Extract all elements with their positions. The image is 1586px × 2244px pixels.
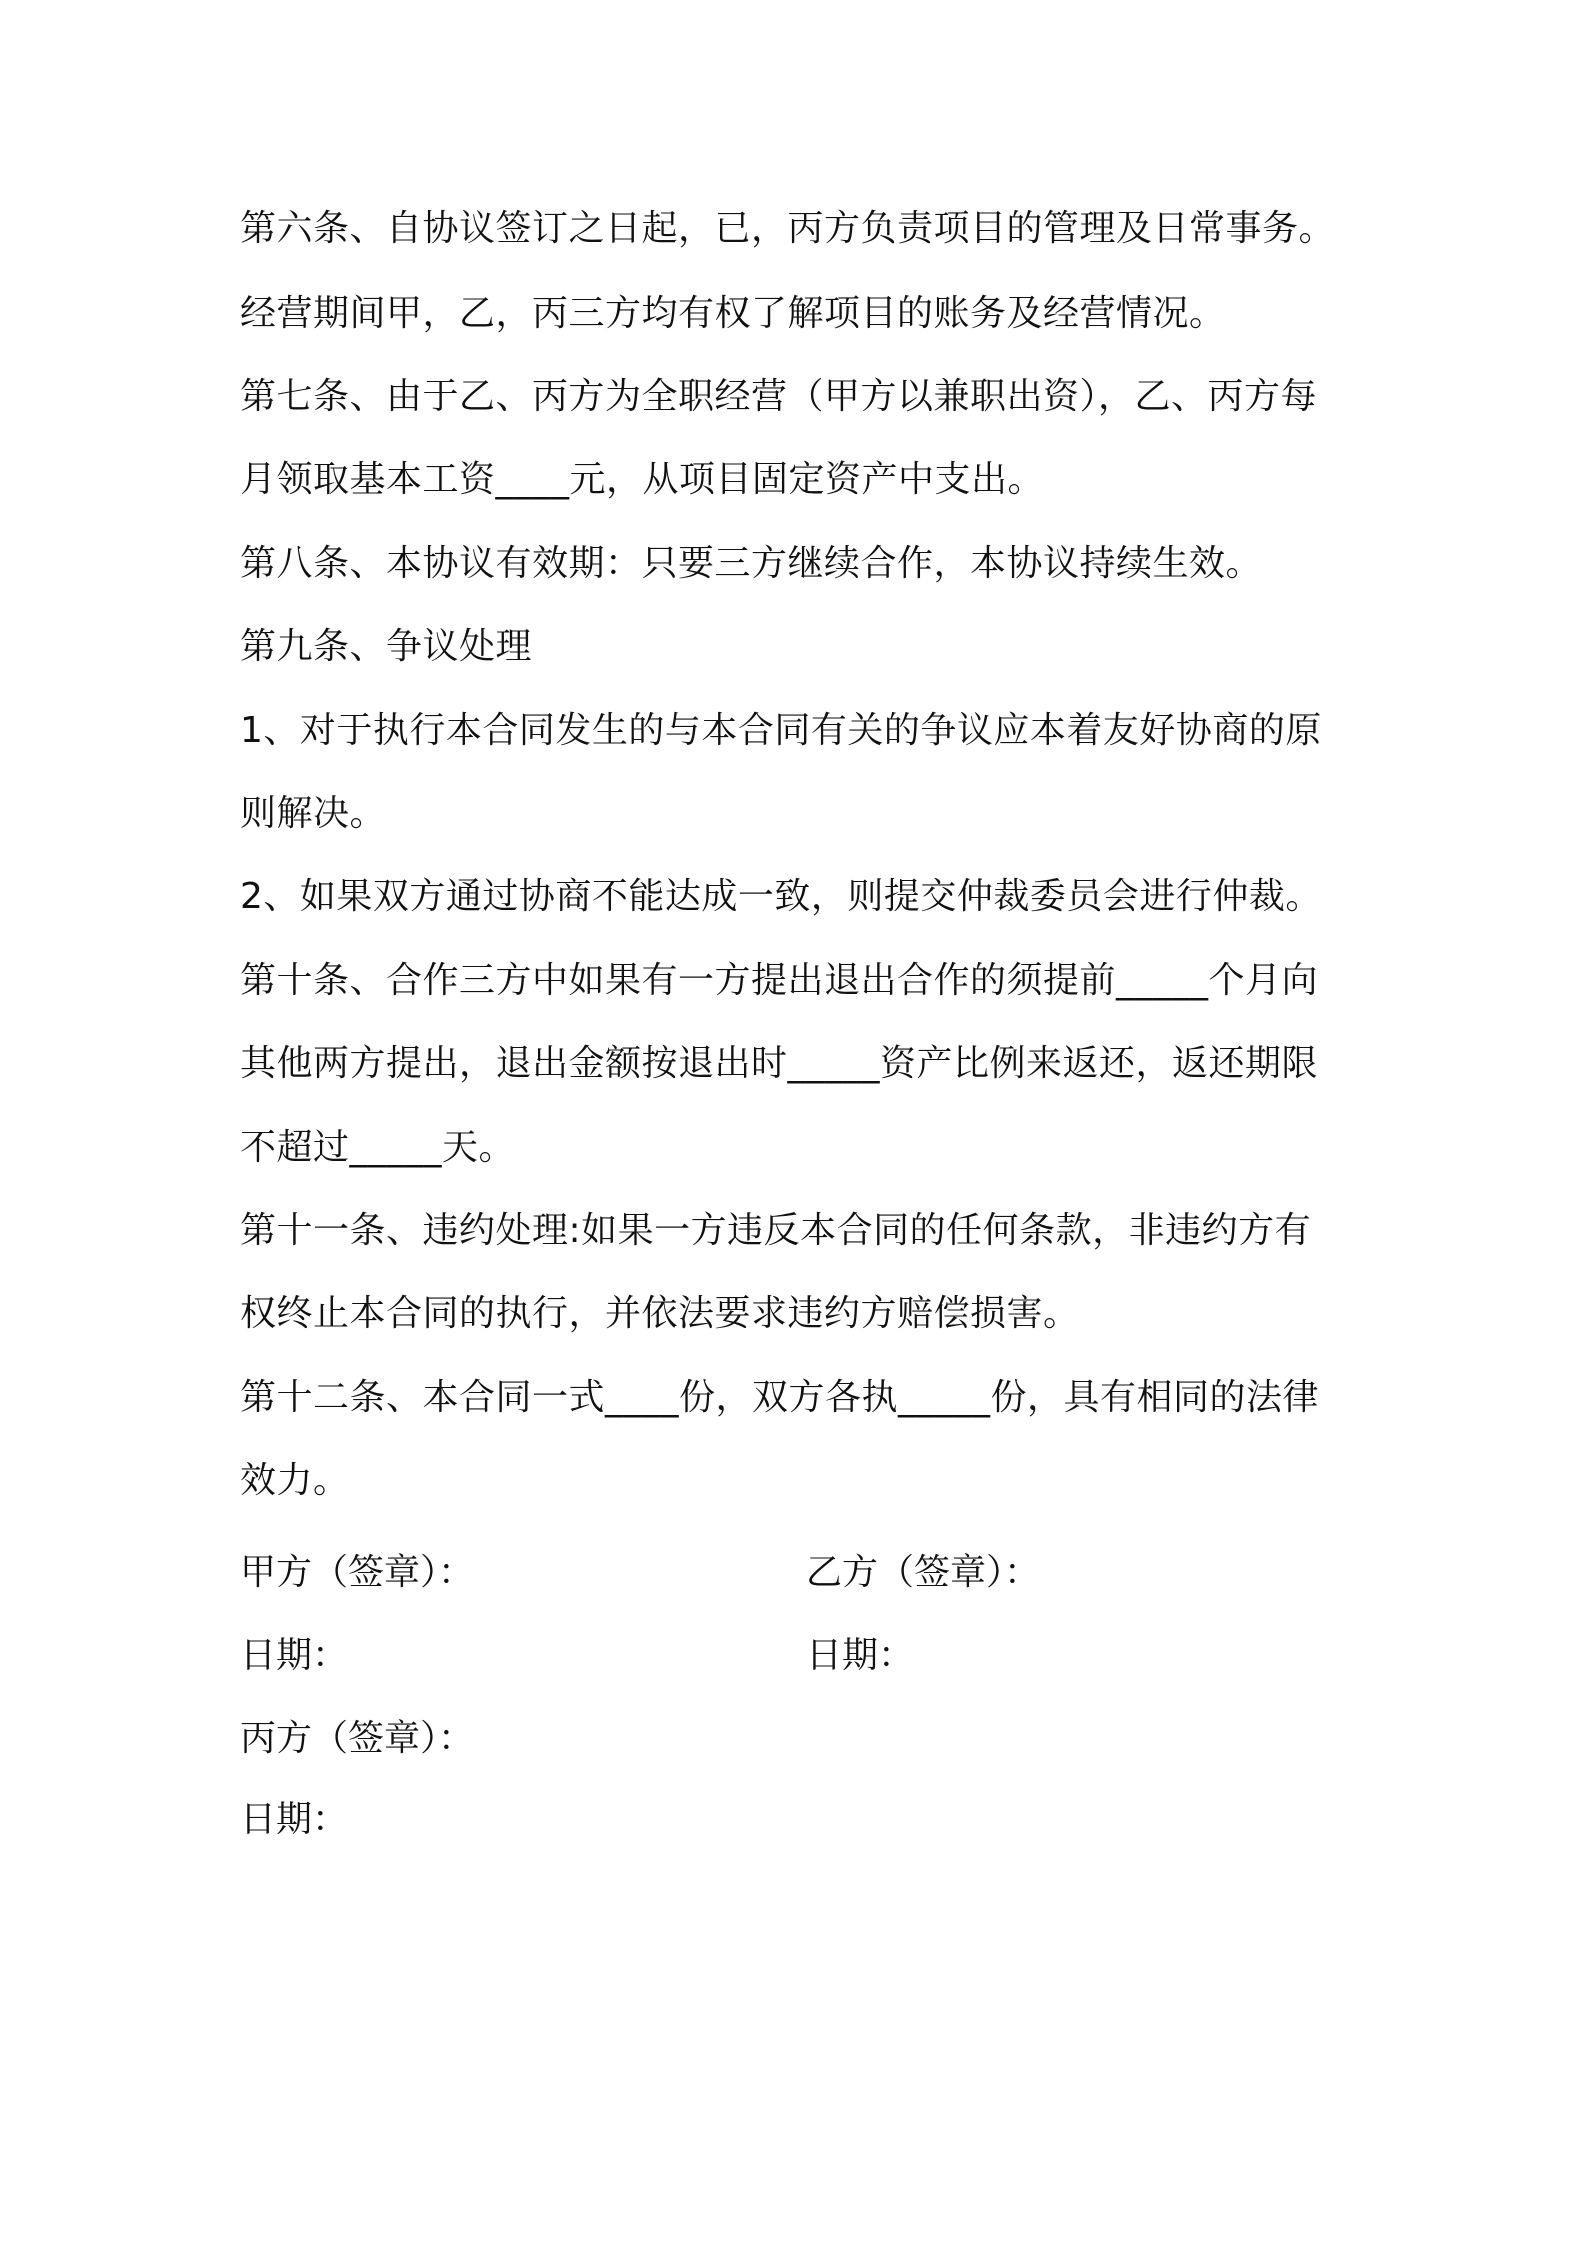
clause-11-line-2: 权终止本合同的执行，并依法要求违约方赔偿损害。	[240, 1293, 1080, 1334]
party-b-date-label: 日期：	[806, 1635, 915, 1676]
clause-10-line-3: 不超过_____天。	[240, 1127, 516, 1168]
clause-9-item-2-line: 2、如果双方通过协商不能达成一致，则提交仲裁委员会进行仲裁。	[240, 876, 1322, 917]
clause-6-line-2: 经营期间甲，乙，丙三方均有权了解项目的账务及经营情况。	[240, 293, 1226, 334]
clause-10-line-2: 其他两方提出，退出金额按退出时_____资产比例来返还，返还期限	[240, 1043, 1319, 1084]
clause-6-line-1: 第六条、自协议签订之日起，已，丙方负责项目的管理及日常事务。	[240, 208, 1336, 249]
clause-7-line-1: 第七条、由于乙、丙方为全职经营（甲方以兼职出资），乙、丙方每	[240, 376, 1318, 417]
clause-9-heading: 第九条、争议处理	[240, 626, 533, 667]
clause-9-item-1-line-1: 1、对于执行本合同发生的与本合同有关的争议应本着友好协商的原	[240, 710, 1322, 751]
clause-10-line-1: 第十条、合作三方中如果有一方提出退出合作的须提前_____个月向	[240, 960, 1319, 1001]
party-a-date-label: 日期：	[240, 1635, 349, 1676]
clause-9-item-1-line-2: 则解决。	[240, 793, 387, 834]
clause-12-line-1: 第十二条、本合同一式____份，双方各执_____份，具有相同的法律	[240, 1377, 1320, 1418]
party-a-signature-label: 甲方（签章）：	[240, 1552, 475, 1593]
clause-12-line-2: 效力。	[240, 1460, 350, 1501]
clause-8-line: 第八条、本协议有效期：只要三方继续合作，本协议持续生效。	[240, 543, 1263, 584]
clause-7-line-2: 月领取基本工资____元，从项目固定资产中支出。	[240, 459, 1045, 500]
party-c-signature-label: 丙方（签章）：	[240, 1718, 475, 1759]
clause-11-line-1: 第十一条、违约处理:如果一方违反本合同的任何条款，非违约方有	[240, 1210, 1312, 1251]
party-b-signature-label: 乙方（签章）：	[806, 1552, 1041, 1593]
party-c-date-label: 日期：	[240, 1799, 349, 1840]
